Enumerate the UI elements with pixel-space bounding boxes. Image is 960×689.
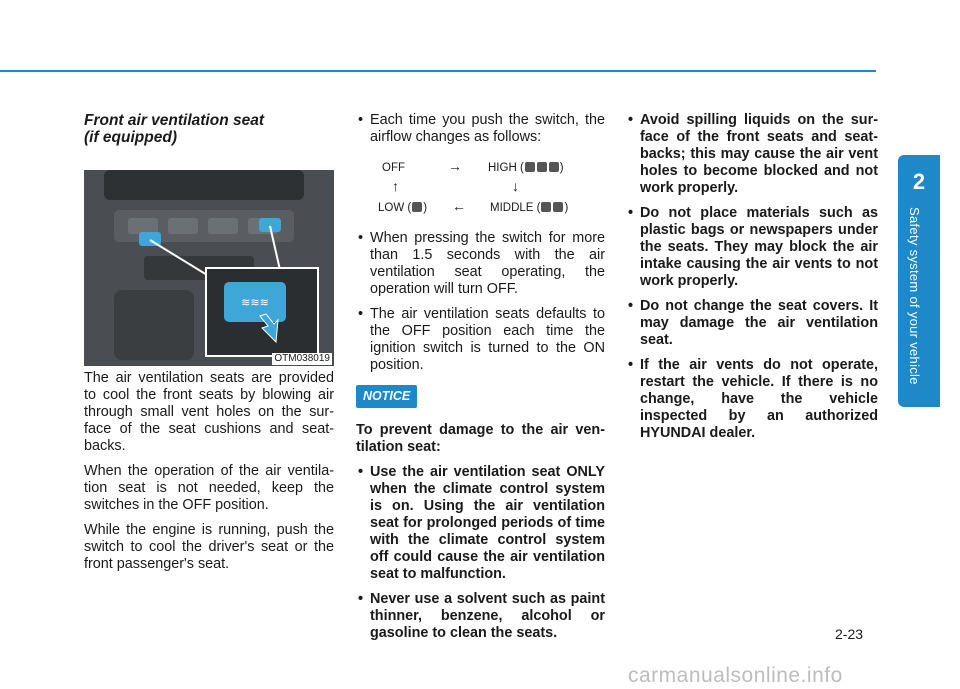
bullet-dot: •	[628, 205, 634, 221]
high-label-close: )	[559, 162, 564, 174]
console-illustration	[84, 170, 334, 366]
arrow-down-icon: ↓	[512, 178, 519, 194]
bullet-text: Do not place materials such as plastic bags or newspapers under the seats. They may block the air intake causing the air vents to not work properly.	[640, 205, 878, 289]
photo-caption: OTM038019	[274, 353, 330, 364]
state-high	[488, 160, 564, 177]
section-heading	[84, 112, 334, 146]
warning-bullet	[626, 205, 878, 290]
bullet-dot: •	[358, 230, 364, 246]
arrow-up-icon: ↑	[392, 178, 399, 194]
bullet-dot: •	[358, 306, 364, 322]
fan-icon	[537, 162, 547, 172]
notice-bullet	[356, 464, 605, 583]
paragraph-3: While the engine is running, push the switch to cool the driver's seat or the front passenger's seat.	[84, 522, 334, 572]
arrow-left-icon: ←	[452, 198, 466, 214]
bullet-dot: •	[358, 591, 364, 607]
bullet-item	[356, 112, 605, 146]
bullet-dot: •	[628, 298, 634, 314]
middle-label-close: )	[564, 202, 569, 214]
middle-label-open: MIDDLE (	[490, 202, 541, 214]
section-number: 2	[912, 169, 926, 194]
bullet-text: When pressing the switch for more than 1.5 seconds with the air ventilation seat operating, the operation will turn OFF.	[370, 230, 605, 297]
low-label-close: )	[423, 202, 428, 214]
warning-bullet	[626, 112, 878, 197]
state-off: OFF	[382, 162, 405, 174]
state-middle	[490, 200, 568, 217]
high-label-open: HIGH (	[488, 162, 524, 174]
fan-icon	[553, 202, 563, 212]
bullet-text: If the air vents do not operate, restart the vehicle. If there is no change, have the vehicle inspected by an authorized HYUNDAI dealer.	[640, 357, 878, 441]
low-label-open: LOW (	[378, 202, 412, 214]
column-right	[626, 112, 878, 450]
heading-line-2: (if equipped)	[84, 129, 177, 146]
bullet-item	[356, 230, 605, 298]
section-tab	[898, 155, 940, 407]
paragraph-2: When the operation of the air ventila-tion seat is not needed, keep the switches in the OFF position.	[84, 463, 334, 513]
bullet-dot: •	[358, 464, 364, 480]
bullet-text: Avoid spilling liquids on the sur-face of the front seats and seat-backs; this may cause the air vent holes to become blocked and not work properly.	[640, 112, 878, 196]
bullet-dot: •	[628, 357, 634, 373]
arrow-right-icon: →	[448, 158, 462, 174]
seat-switch-photo	[84, 170, 334, 366]
bullet-text: The air ventilation seats defaults to the OFF position each time the ignition switch is turned to the ON position.	[370, 306, 605, 373]
section-title: Safety system of your vehicle	[907, 207, 922, 385]
warning-bullet	[626, 298, 878, 349]
bullet-text: Use the air ventilation seat ONLY when the climate control system is on. Using the air ventilation seat for prolonged periods of time with the climate control system off could cause the air ventilation seat to malfunction.	[370, 464, 605, 582]
watermark-text: carmanualsonline.info	[628, 664, 843, 687]
bullet-text: Each time you push the switch, the airflow changes as follows:	[370, 112, 605, 145]
airflow-diagram	[356, 154, 605, 224]
svg-text:≋≋≋: ≋≋≋	[241, 296, 269, 309]
notice-badge: NOTICE	[356, 385, 417, 408]
heading-line-1: Front air ventilation seat	[84, 112, 265, 129]
fan-icon	[412, 202, 422, 212]
column-left	[84, 112, 334, 581]
fan-icon	[541, 202, 551, 212]
bullet-item	[356, 306, 605, 374]
page-number: 2-23	[835, 626, 864, 642]
notice-bullet	[356, 591, 605, 642]
column-middle	[356, 112, 605, 650]
bullet-text: Never use a solvent such as paint thinner, benzene, alcohol or gasoline to clean the seats.	[370, 591, 605, 641]
warning-bullet	[626, 357, 878, 442]
bullet-dot: •	[358, 112, 364, 128]
bullet-dot: •	[628, 112, 634, 128]
fan-icon	[549, 162, 559, 172]
fan-icon	[525, 162, 535, 172]
notice-intro: To prevent damage to the air ven-tilation seat:	[356, 422, 605, 455]
state-low	[378, 200, 427, 217]
bullet-text: Do not change the seat covers. It may damage the air ventilation seat.	[640, 298, 878, 348]
paragraph-1: The air ventilation seats are provided to cool the front seats by blowing air through small vent holes on the sur-face of the seat cushions and seat-backs.	[84, 370, 334, 454]
header-rule	[0, 70, 876, 72]
